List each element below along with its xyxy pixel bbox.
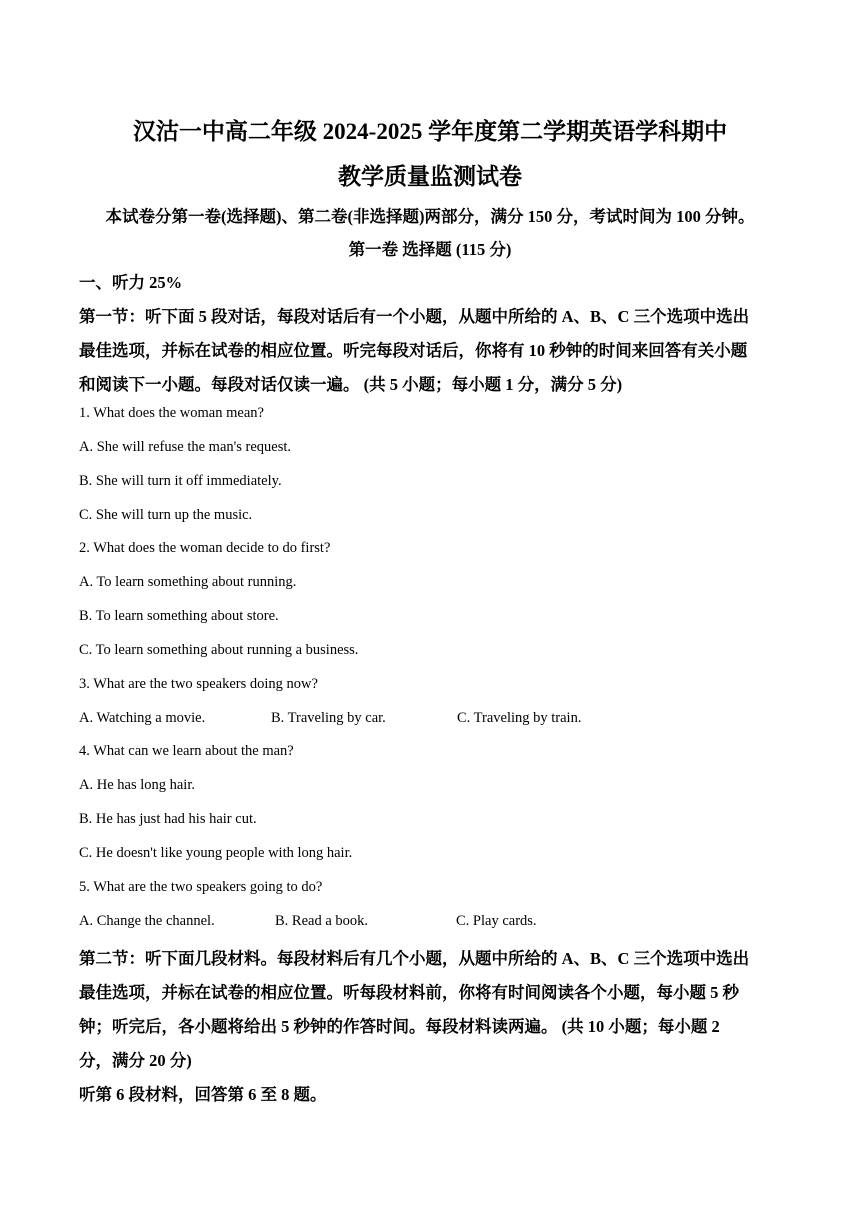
question-5-option-c: C. Play cards. (456, 913, 537, 929)
section1-instruction-line: 和阅读下一小题。每段对话仅读一遍。 (共 5 小题；每小题 1 分，满分 5 分) (79, 375, 623, 394)
section1-instruction-line: 最佳选项，并标在试卷的相应位置。听完每段对话后，你将有 10 秒钟的时间来回答有关小题 (79, 341, 748, 360)
section2-instruction-line: 钟；听完后，各小题将给出 5 秒钟的作答时间。每段材料读两遍。 (共 10 小题；每小题 2 (79, 1017, 720, 1036)
question-4-stem: 4. What can we learn about the man? (79, 743, 294, 759)
question-1-stem: 1. What does the woman mean? (79, 405, 264, 421)
question-4-option-a: A. He has long hair. (79, 777, 195, 793)
question-3-option-c: C. Traveling by train. (457, 710, 582, 726)
section-listening-heading: 一、听力 25% (79, 273, 183, 292)
question-4-option-b: B. He has just had his hair cut. (79, 811, 257, 827)
material-6-instruction: 听第 6 段材料，回答第 6 至 8 题。 (79, 1085, 327, 1104)
part1-heading: 第一卷 选择题 (115 分) (348, 240, 512, 259)
question-5-option-b: B. Read a book. (275, 913, 369, 929)
question-1-option-a: A. She will refuse the man's request. (79, 439, 292, 455)
question-3-option-b: B. Traveling by car. (271, 710, 386, 726)
question-4-option-c: C. He doesn't like young people with long hair. (79, 845, 353, 861)
question-1-option-b: B. She will turn it off immediately. (79, 473, 282, 489)
section2-instruction-line: 分，满分 20 分) (79, 1051, 192, 1070)
question-1-option-c: C. She will turn up the music. (79, 507, 253, 523)
question-5-stem: 5. What are the two speakers going to do? (79, 879, 323, 895)
question-2-option-c: C. To learn something about running a business. (79, 642, 359, 658)
exam-title-line1: 汉沽一中高二年级 2024-2025 学年度第二学期英语学科期中 (132, 119, 728, 144)
question-2-stem: 2. What does the woman decide to do first? (79, 540, 331, 556)
exam-title-line2: 教学质量监测试卷 (338, 164, 522, 189)
question-2-option-b: B. To learn something about store. (79, 608, 279, 624)
section1-instruction-line: 第一节：听下面 5 段对话，每段对话后有一个小题，从题中所给的 A、B、C 三个选项中选出 (79, 307, 750, 326)
exam-intro: 本试卷分第一卷(选择题)、第二卷(非选择题)两部分，满分 150 分，考试时间为 100 分钟。 (105, 207, 755, 226)
question-3-option-a: A. Watching a movie. (79, 710, 206, 726)
question-5-option-a: A. Change the channel. (79, 913, 215, 929)
question-2-option-a: A. To learn something about running. (79, 574, 297, 590)
section2-instruction-line: 第二节：听下面几段材料。每段材料后有几个小题，从题中所给的 A、B、C 三个选项中选出 (79, 949, 750, 968)
section2-instruction-line: 最佳选项，并标在试卷的相应位置。听每段材料前，你将有时间阅读各个小题，每小题 5 秒 (79, 983, 739, 1002)
question-3-stem: 3. What are the two speakers doing now? (79, 676, 318, 692)
